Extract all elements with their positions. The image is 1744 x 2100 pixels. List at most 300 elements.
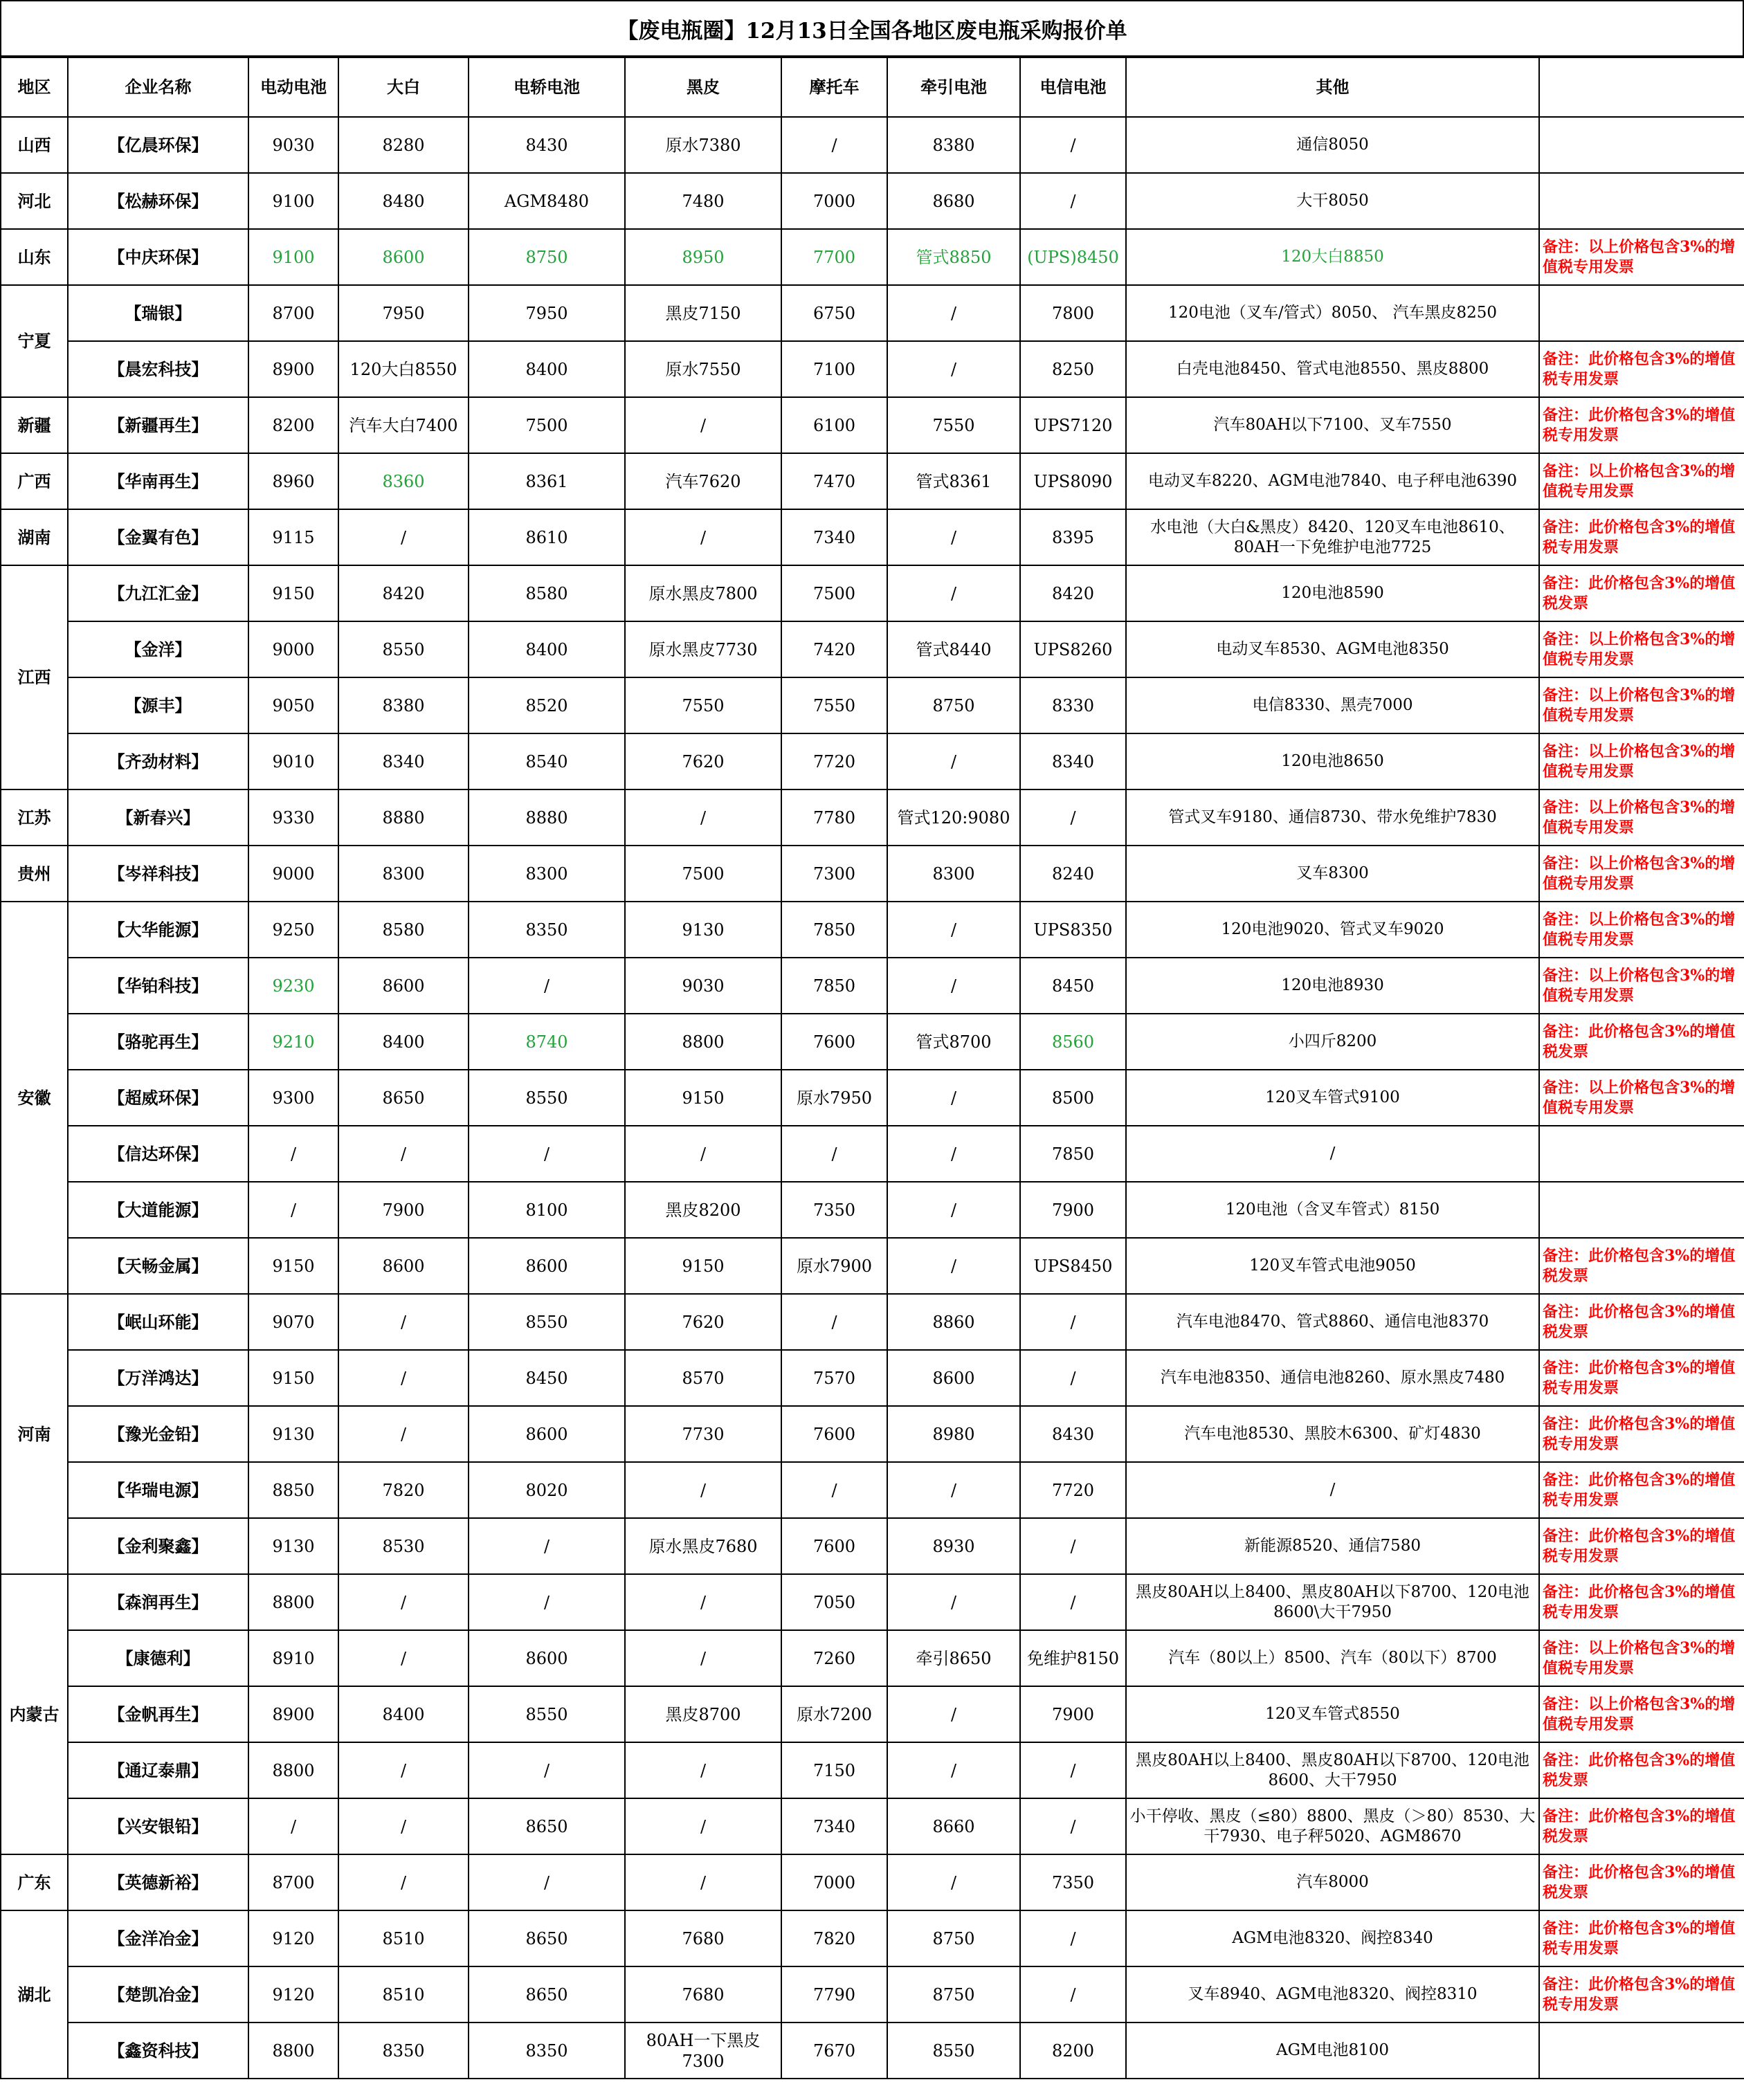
company-cell: 【岑祥科技】 — [68, 846, 248, 902]
note-cell: 备注：此价格包含3%的增值税专用发票 — [1539, 1518, 1744, 1574]
table-row — [1, 565, 1744, 621]
other-cell: 汽车（80以上）8500、汽车（80以下）8700 — [1126, 1630, 1539, 1686]
price-cell: 7100 — [781, 341, 887, 397]
price-cell: / — [781, 117, 887, 173]
price-cell: 黑皮8700 — [625, 1686, 781, 1742]
company-cell: 【华瑞电源】 — [68, 1462, 248, 1518]
price-cell: 8680 — [887, 173, 1020, 229]
other-cell: AGM电池8320、阀控8340 — [1126, 1910, 1539, 1966]
price-cell: 8900 — [248, 1686, 338, 1742]
note-cell — [1539, 173, 1744, 229]
price-cell: 8350 — [338, 2023, 469, 2079]
price-cell: UPS8350 — [1020, 902, 1126, 958]
other-cell: 水电池（大白&黑皮）8420、120叉车电池8610、80AH一下免维护电池7725 — [1126, 509, 1539, 565]
price-cell: / — [469, 1518, 625, 1574]
price-cell: 8340 — [338, 733, 469, 789]
price-cell: 8550 — [469, 1070, 625, 1126]
note-cell: 备注：此价格包含3%的增值税专用发票 — [1539, 1462, 1744, 1518]
table-row — [1, 285, 1744, 341]
company-cell: 【万洋鸿达】 — [68, 1350, 248, 1406]
company-cell: 【大道能源】 — [68, 1182, 248, 1238]
price-cell: 8020 — [469, 1462, 625, 1518]
price-cell: 8450 — [469, 1350, 625, 1406]
column-header — [1539, 57, 1744, 117]
other-cell: / — [1126, 1126, 1539, 1182]
table-row — [1, 902, 1744, 958]
price-table — [0, 57, 1744, 2079]
note-cell: 备注：此价格包含3%的增值税发票 — [1539, 1014, 1744, 1070]
price-cell: 8550 — [469, 1686, 625, 1742]
price-cell: 8450 — [1020, 958, 1126, 1014]
price-cell: 8240 — [1020, 846, 1126, 902]
other-cell: AGM电池8100 — [1126, 2023, 1539, 2079]
price-cell: / — [469, 1574, 625, 1630]
price-cell: / — [469, 1854, 625, 1910]
table-row — [1, 733, 1744, 789]
price-cell: 黑皮7150 — [625, 285, 781, 341]
other-cell: 汽车电池8530、黑胶木6300、矿灯4830 — [1126, 1406, 1539, 1462]
price-cell: 管式120:9080 — [887, 789, 1020, 846]
price-cell: 80AH一下黑皮7300 — [625, 2023, 781, 2079]
price-cell: / — [1020, 1294, 1126, 1350]
price-cell: 8660 — [887, 1798, 1020, 1854]
note-cell: 备注：此价格包含3%的增值税专用发票 — [1539, 509, 1744, 565]
note-cell: 备注：此价格包含3%的增值税发票 — [1539, 1238, 1744, 1294]
price-cell: / — [625, 1798, 781, 1854]
other-cell: 汽车电池8470、管式8860、通信电池8370 — [1126, 1294, 1539, 1350]
price-cell: 7620 — [625, 733, 781, 789]
other-cell: 黑皮80AH以上8400、黑皮80AH以下8700、120电池8600、大干7950 — [1126, 1742, 1539, 1798]
company-cell: 【华南再生】 — [68, 453, 248, 509]
price-cell: UPS8260 — [1020, 621, 1126, 677]
price-cell: / — [338, 1294, 469, 1350]
price-cell: 8700 — [248, 1854, 338, 1910]
table-row — [1, 1238, 1744, 1294]
note-cell: 备注：此价格包含3%的增值税专用发票 — [1539, 341, 1744, 397]
price-cell: 7900 — [1020, 1182, 1126, 1238]
company-cell: 【金帆再生】 — [68, 1686, 248, 1742]
table-row — [1, 846, 1744, 902]
table-header — [1, 57, 1744, 117]
price-cell: / — [469, 958, 625, 1014]
price-cell: / — [1020, 1798, 1126, 1854]
price-cell: / — [887, 1574, 1020, 1630]
price-cell: 7470 — [781, 453, 887, 509]
price-cell: / — [1020, 1966, 1126, 2023]
price-cell: 7900 — [1020, 1686, 1126, 1742]
price-cell: 7700 — [781, 229, 887, 285]
company-cell: 【通辽泰鼎】 — [68, 1742, 248, 1798]
price-cell: 7350 — [1020, 1854, 1126, 1910]
price-cell: 7850 — [781, 958, 887, 1014]
price-cell: 9150 — [625, 1238, 781, 1294]
price-cell: 8650 — [338, 1070, 469, 1126]
price-cell: / — [887, 565, 1020, 621]
price-cell: 8400 — [338, 1014, 469, 1070]
header-row — [1, 57, 1744, 117]
price-cell: 9130 — [248, 1406, 338, 1462]
price-cell: 7500 — [469, 397, 625, 453]
price-cell: 9030 — [248, 117, 338, 173]
note-cell: 备注：此价格包含3%的增值税专用发票 — [1539, 1966, 1744, 2023]
other-cell: 黑皮80AH以上8400、黑皮80AH以下8700、120电池8600\大干7950 — [1126, 1574, 1539, 1630]
price-cell: 8750 — [887, 1910, 1020, 1966]
price-cell: / — [625, 509, 781, 565]
table-row — [1, 789, 1744, 846]
company-cell: 【金洋冶金】 — [68, 1910, 248, 1966]
table-row — [1, 1182, 1744, 1238]
price-cell: 8860 — [887, 1294, 1020, 1350]
note-cell: 备注：以上价格包含3%的增值税专用发票 — [1539, 229, 1744, 285]
price-cell: 7420 — [781, 621, 887, 677]
table-row — [1, 1742, 1744, 1798]
price-cell: 6750 — [781, 285, 887, 341]
price-cell: / — [469, 1742, 625, 1798]
company-cell: 【森润再生】 — [68, 1574, 248, 1630]
company-cell: 【金洋】 — [68, 621, 248, 677]
price-cell: 8280 — [338, 117, 469, 173]
region-cell: 江苏 — [1, 789, 68, 846]
price-cell: 9120 — [248, 1910, 338, 1966]
note-cell: 备注：以上价格包含3%的增值税专用发票 — [1539, 902, 1744, 958]
price-cell: 7500 — [625, 846, 781, 902]
table-row — [1, 1854, 1744, 1910]
price-cell: / — [338, 1854, 469, 1910]
table-row — [1, 1294, 1744, 1350]
region-cell: 新疆 — [1, 397, 68, 453]
company-cell: 【英德新裕】 — [68, 1854, 248, 1910]
price-cell: 9150 — [248, 565, 338, 621]
company-cell: 【齐劲材料】 — [68, 733, 248, 789]
other-cell: 120电池（叉车/管式）8050、 汽车黑皮8250 — [1126, 285, 1539, 341]
price-cell: / — [625, 1126, 781, 1182]
region-cell: 宁夏 — [1, 285, 68, 397]
price-cell: 120大白8550 — [338, 341, 469, 397]
price-cell: 8880 — [469, 789, 625, 846]
price-cell: / — [887, 341, 1020, 397]
price-cell: 8600 — [469, 1630, 625, 1686]
note-cell: 备注：以上价格包含3%的增值税专用发票 — [1539, 733, 1744, 789]
price-cell: 8350 — [469, 902, 625, 958]
price-cell: 8330 — [1020, 677, 1126, 733]
price-cell: 7620 — [625, 1294, 781, 1350]
company-cell: 【松赫环保】 — [68, 173, 248, 229]
price-cell: 8430 — [1020, 1406, 1126, 1462]
note-cell: 备注：以上价格包含3%的增值税专用发票 — [1539, 453, 1744, 509]
price-cell: 8750 — [887, 1966, 1020, 2023]
price-cell: 9300 — [248, 1070, 338, 1126]
price-cell: / — [625, 1742, 781, 1798]
price-cell: 9070 — [248, 1294, 338, 1350]
table-row — [1, 1070, 1744, 1126]
price-cell: 8395 — [1020, 509, 1126, 565]
price-cell: 8300 — [338, 846, 469, 902]
price-cell: 8800 — [248, 2023, 338, 2079]
column-header: 其他 — [1126, 57, 1539, 117]
price-cell: 9330 — [248, 789, 338, 846]
price-cell: 7800 — [1020, 285, 1126, 341]
table-row — [1, 453, 1744, 509]
note-cell: 备注：此价格包含3%的增值税专用发票 — [1539, 1406, 1744, 1462]
table-row — [1, 229, 1744, 285]
note-cell: 备注：此价格包含3%的增值税专用发票 — [1539, 1910, 1744, 1966]
price-cell: 8570 — [625, 1350, 781, 1406]
price-cell: 7300 — [781, 846, 887, 902]
table-row — [1, 1798, 1744, 1854]
note-cell: 备注：此价格包含3%的增值税专用发票 — [1539, 1574, 1744, 1630]
price-cell: 9100 — [248, 173, 338, 229]
table-row — [1, 1406, 1744, 1462]
price-cell: 8560 — [1020, 1014, 1126, 1070]
price-cell: 8740 — [469, 1014, 625, 1070]
price-cell: 8600 — [469, 1406, 625, 1462]
price-cell: 9130 — [625, 902, 781, 958]
price-cell: / — [1020, 117, 1126, 173]
company-cell: 【鑫资科技】 — [68, 2023, 248, 2079]
company-cell: 【新春兴】 — [68, 789, 248, 846]
price-cell: 8420 — [338, 565, 469, 621]
price-cell: 8580 — [469, 565, 625, 621]
column-header: 电动电池 — [248, 57, 338, 117]
note-cell: 备注：以上价格包含3%的增值税专用发票 — [1539, 621, 1744, 677]
other-cell: 管式叉车9180、通信8730、带水免维护7830 — [1126, 789, 1539, 846]
note-cell: 备注：此价格包含3%的增值税专用发票 — [1539, 397, 1744, 453]
price-cell: / — [781, 1294, 887, 1350]
price-cell: / — [248, 1798, 338, 1854]
note-cell: 备注：以上价格包含3%的增值税专用发票 — [1539, 1070, 1744, 1126]
price-cell: 8361 — [469, 453, 625, 509]
table-row — [1, 117, 1744, 173]
other-cell: 120电池8930 — [1126, 958, 1539, 1014]
price-cell: 7550 — [781, 677, 887, 733]
price-cell: 8900 — [248, 341, 338, 397]
note-cell: 备注：以上价格包含3%的增值税专用发票 — [1539, 1630, 1744, 1686]
table-row — [1, 509, 1744, 565]
region-cell: 湖南 — [1, 509, 68, 565]
price-cell: / — [625, 397, 781, 453]
price-cell: 7000 — [781, 1854, 887, 1910]
company-cell: 【瑞银】 — [68, 285, 248, 341]
price-cell: 8950 — [625, 229, 781, 285]
price-cell: 7550 — [625, 677, 781, 733]
region-cell: 广东 — [1, 1854, 68, 1910]
price-cell: 9150 — [625, 1070, 781, 1126]
price-cell: 8480 — [338, 173, 469, 229]
price-cell: 9120 — [248, 1966, 338, 2023]
table-row — [1, 397, 1744, 453]
other-cell: 小四斤8200 — [1126, 1014, 1539, 1070]
other-cell: 新能源8520、通信7580 — [1126, 1518, 1539, 1574]
price-cell: / — [469, 1126, 625, 1182]
price-cell: 汽车大白7400 — [338, 397, 469, 453]
company-cell: 【信达环保】 — [68, 1126, 248, 1182]
other-cell: 电信8330、黑壳7000 — [1126, 677, 1539, 733]
other-cell: 电动叉车8530、AGM电池8350 — [1126, 621, 1539, 677]
price-cell: 9115 — [248, 509, 338, 565]
column-header: 摩托车 — [781, 57, 887, 117]
other-cell: 120电池（含叉车管式）8150 — [1126, 1182, 1539, 1238]
price-cell: 7340 — [781, 509, 887, 565]
price-cell: 8400 — [469, 341, 625, 397]
table-body — [1, 117, 1744, 2079]
price-cell: 9010 — [248, 733, 338, 789]
other-cell: 小干停收、黑皮（≤80）8800、黑皮（＞80）8530、大干7930、电子秤5020、AGM8670 — [1126, 1798, 1539, 1854]
price-cell: 8360 — [338, 453, 469, 509]
note-cell: 备注：以上价格包含3%的增值税专用发票 — [1539, 846, 1744, 902]
price-cell: / — [887, 902, 1020, 958]
company-cell: 【兴安银铅】 — [68, 1798, 248, 1854]
price-cell: 8850 — [248, 1462, 338, 1518]
price-cell: 8700 — [248, 285, 338, 341]
price-cell: / — [625, 1462, 781, 1518]
note-cell — [1539, 285, 1744, 341]
price-cell: 9230 — [248, 958, 338, 1014]
price-cell: 8420 — [1020, 565, 1126, 621]
column-header: 企业名称 — [68, 57, 248, 117]
price-cell: 8100 — [469, 1182, 625, 1238]
price-cell: 7950 — [469, 285, 625, 341]
table-row — [1, 1518, 1744, 1574]
price-cell: 管式8361 — [887, 453, 1020, 509]
price-cell: / — [625, 1854, 781, 1910]
price-cell: 8550 — [338, 621, 469, 677]
price-cell: 8350 — [469, 2023, 625, 2079]
region-cell: 安徽 — [1, 902, 68, 1294]
company-cell: 【天畅金属】 — [68, 1238, 248, 1294]
table-row — [1, 341, 1744, 397]
price-cell: / — [887, 1182, 1020, 1238]
table-row — [1, 621, 1744, 677]
price-cell: 7350 — [781, 1182, 887, 1238]
company-cell: 【新疆再生】 — [68, 397, 248, 453]
price-cell: / — [338, 1742, 469, 1798]
price-cell: 8960 — [248, 453, 338, 509]
price-cell: UPS8090 — [1020, 453, 1126, 509]
other-cell: 叉车8940、AGM电池8320、阀控8310 — [1126, 1966, 1539, 2023]
price-cell: 8510 — [338, 1910, 469, 1966]
price-cell: / — [887, 958, 1020, 1014]
price-cell: 7720 — [781, 733, 887, 789]
price-cell: 7720 — [1020, 1462, 1126, 1518]
price-cell: / — [1020, 173, 1126, 229]
price-cell: 8380 — [887, 117, 1020, 173]
company-cell: 【中庆环保】 — [68, 229, 248, 285]
price-cell: / — [625, 1574, 781, 1630]
price-cell: 9000 — [248, 621, 338, 677]
table-row — [1, 2023, 1744, 2079]
company-cell: 【大华能源】 — [68, 902, 248, 958]
region-cell: 广西 — [1, 453, 68, 509]
company-cell: 【骆驼再生】 — [68, 1014, 248, 1070]
other-cell: 汽车8000 — [1126, 1854, 1539, 1910]
price-cell: / — [1020, 789, 1126, 846]
price-cell: / — [1020, 1350, 1126, 1406]
company-cell: 【金翼有色】 — [68, 509, 248, 565]
price-cell: 8340 — [1020, 733, 1126, 789]
price-cell: 管式8850 — [887, 229, 1020, 285]
price-cell: 7820 — [781, 1910, 887, 1966]
note-cell: 备注：以上价格包含3%的增值税专用发票 — [1539, 958, 1744, 1014]
price-cell: / — [248, 1182, 338, 1238]
price-cell: 6100 — [781, 397, 887, 453]
table-row — [1, 1014, 1744, 1070]
other-cell: 大干8050 — [1126, 173, 1539, 229]
price-cell: 原水黑皮7730 — [625, 621, 781, 677]
price-cell: 7680 — [625, 1966, 781, 2023]
price-cell: / — [338, 1406, 469, 1462]
price-cell: 8550 — [469, 1294, 625, 1350]
price-cell: 7340 — [781, 1798, 887, 1854]
price-cell: 8300 — [887, 846, 1020, 902]
price-cell: 8650 — [469, 1966, 625, 2023]
price-cell: / — [781, 1462, 887, 1518]
table-row — [1, 1910, 1744, 1966]
price-cell: 原水7200 — [781, 1686, 887, 1742]
column-header: 牵引电池 — [887, 57, 1020, 117]
table-row — [1, 677, 1744, 733]
other-cell: 白壳电池8450、管式电池8550、黑皮8800 — [1126, 341, 1539, 397]
note-cell: 备注：此价格包含3%的增值税发票 — [1539, 565, 1744, 621]
price-cell: / — [1020, 1518, 1126, 1574]
price-cell: 8430 — [469, 117, 625, 173]
price-cell: 8800 — [625, 1014, 781, 1070]
price-cell: 7790 — [781, 1966, 887, 2023]
region-cell: 贵州 — [1, 846, 68, 902]
price-cell: 9030 — [625, 958, 781, 1014]
price-cell: 7480 — [625, 173, 781, 229]
price-cell: 9000 — [248, 846, 338, 902]
price-cell: / — [338, 1798, 469, 1854]
price-cell: 7820 — [338, 1462, 469, 1518]
price-cell: 8600 — [338, 229, 469, 285]
price-cell: 免维护8150 — [1020, 1630, 1126, 1686]
company-cell: 【岷山环能】 — [68, 1294, 248, 1350]
note-cell: 备注：此价格包含3%的增值税发票 — [1539, 1294, 1744, 1350]
price-cell: 7850 — [1020, 1126, 1126, 1182]
price-cell: 牵引8650 — [887, 1630, 1020, 1686]
company-cell: 【亿晨环保】 — [68, 117, 248, 173]
table-row — [1, 1350, 1744, 1406]
table-row — [1, 958, 1744, 1014]
note-cell: 备注：以上价格包含3%的增值税专用发票 — [1539, 789, 1744, 846]
price-cell: 7600 — [781, 1518, 887, 1574]
price-cell: / — [887, 1126, 1020, 1182]
price-cell: / — [887, 733, 1020, 789]
price-cell: / — [1020, 1742, 1126, 1798]
price-cell: 7780 — [781, 789, 887, 846]
price-cell: 8200 — [248, 397, 338, 453]
price-cell: UPS8450 — [1020, 1238, 1126, 1294]
price-cell: / — [338, 1126, 469, 1182]
region-cell: 河南 — [1, 1294, 68, 1574]
price-cell: 7050 — [781, 1574, 887, 1630]
price-cell: 原水黑皮7680 — [625, 1518, 781, 1574]
price-cell: 9050 — [248, 677, 338, 733]
price-cell: 原水7950 — [781, 1070, 887, 1126]
note-cell: 备注：以上价格包含3%的增值税专用发票 — [1539, 1686, 1744, 1742]
price-cell: 管式8440 — [887, 621, 1020, 677]
company-cell: 【楚凯冶金】 — [68, 1966, 248, 2023]
price-cell: 8200 — [1020, 2023, 1126, 2079]
price-cell: / — [887, 285, 1020, 341]
price-cell: 8750 — [469, 229, 625, 285]
price-cell: 8880 — [338, 789, 469, 846]
price-cell: / — [887, 509, 1020, 565]
price-cell: 7260 — [781, 1630, 887, 1686]
price-cell: 9150 — [248, 1238, 338, 1294]
other-cell: 120电池8650 — [1126, 733, 1539, 789]
region-cell: 山西 — [1, 117, 68, 173]
